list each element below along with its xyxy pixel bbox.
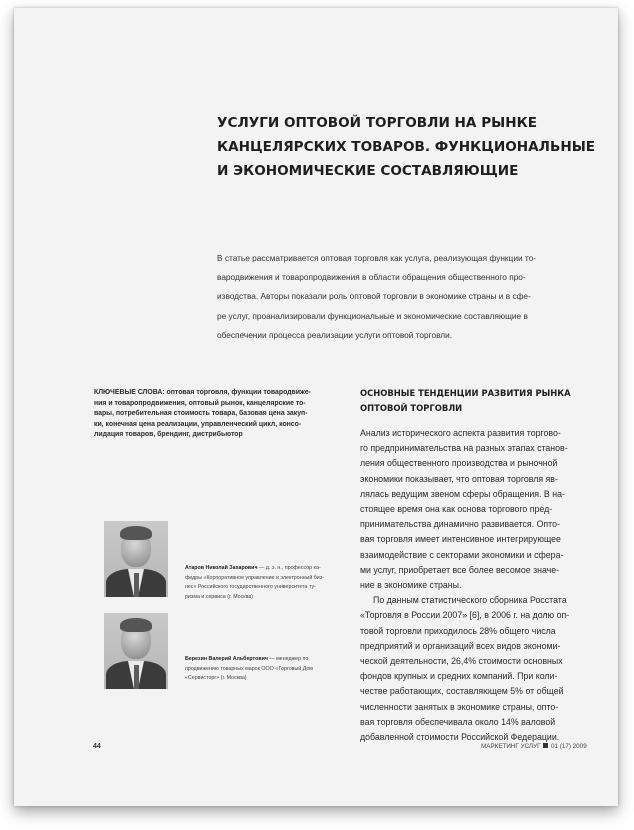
keywords-line: ки, конечная цена реализации, управленческий цикл, консо- [94, 420, 302, 428]
author-bio-line: нес» Российского государственного университета ту- [185, 584, 316, 591]
body-line: вая торговля обеспечивала около 14% валовой [360, 716, 556, 727]
body-line: взаимодействие с секторами экономики и сфера- [360, 549, 564, 560]
body-line: «Торговля в России 2007» [6], в 2006 г. на долю оп- [360, 610, 570, 621]
title-line: УСЛУГИ ОПТОВОЙ ТОРГОВЛИ НА РЫНКЕ [217, 115, 538, 131]
author-bio-line: — менеджер по [267, 656, 309, 662]
title-line: И ЭКОНОМИЧЕСКИЕ СОСТАВЛЯЮЩИЕ [217, 163, 519, 179]
abstract-line: обеспечении процесса реализации услуги оптовой торговли. [217, 329, 453, 340]
keywords-line: КЛЮЧЕВЫЕ СЛОВА: оптовая торговля, функции товародвиже- [94, 389, 311, 396]
journal-page [14, 8, 618, 806]
body-line: ческой деятельности, 26,4% стоимости основных [360, 656, 563, 667]
body-line: вая торговля имеет интенсивное интегрирующее [360, 534, 561, 545]
body-text [360, 426, 610, 745]
heading-line: ОСНОВНЫЕ ТЕНДЕНЦИИ РАЗВИТИЯ РЫНКА [360, 388, 571, 398]
abstract-line: вародвижения и товаропродвижения в области обращения общественного про- [217, 272, 526, 283]
author-name: Атаров Николай Захарович [185, 565, 258, 571]
body-line: добавленной стоимости Российской Федерации. [360, 732, 560, 743]
body-line: го предпринимательства на разных этапах станов- [360, 443, 568, 454]
body-line: фондов крупных и средних компаний. При коли- [360, 671, 558, 682]
square-bullet-icon [543, 743, 548, 748]
author-bio-line: ризма и сервиса (г. Москва) [185, 593, 254, 600]
author-bio-line: федры «Корпоративное управление и электронный биз- [185, 574, 324, 581]
author-bio-line: продвижению товарных марок ООО «Торговый Дом [185, 665, 313, 672]
body-line: честве работающих, составляющем 5% от общей [360, 686, 564, 697]
keywords-block [94, 388, 334, 441]
journal-name: МАРКЕТИНГ УСЛУГ [481, 743, 541, 750]
keywords-line: лидация товаров, брендинг, дистрибьютор [94, 431, 243, 439]
body-line: ние в экономике страны. [360, 580, 462, 591]
body-line: стоящее время она как основа торгового пред- [360, 504, 553, 515]
body-line: По данным статистического сборника Росстата [373, 595, 567, 606]
body-line: принимательства динамично развивается. Опто- [360, 519, 560, 530]
body-line: ми услуг, приобретает все более весомое значе- [360, 564, 560, 575]
body-line: предприятий и организаций всех видов экономи- [360, 640, 561, 651]
abstract-line: ре услуг, проанализировали функциональные и экономические составляющие в [217, 310, 528, 321]
article-abstract [217, 249, 609, 345]
journal-issue: 01 (17) 2009 [550, 743, 587, 750]
body-line: экономики показывает, что оптовая торговля яв- [360, 473, 558, 484]
abstract-line: В статье рассматривается оптовая торговля как услуга, реализующая функции то- [217, 253, 536, 263]
author-bio-line: — д. э. н., профессор ка- [257, 565, 321, 571]
page-number: 44 [93, 743, 101, 750]
journal-footer [481, 743, 587, 750]
body-line: Анализ исторического аспекта развития торгово- [360, 428, 561, 438]
body-line: лялась ведущим звеном сферы обращения. В на- [360, 488, 565, 499]
keywords-line: вары, потребительная стоимость товара, базовая цена закуп- [94, 410, 308, 418]
keywords-line: ния и товаропродвижения, оптовый рынок, канцелярские то- [94, 399, 306, 407]
author-bio [185, 655, 335, 684]
article-title [217, 111, 607, 183]
author-photo [104, 613, 168, 689]
author-bio [185, 564, 335, 602]
author-photo [104, 521, 168, 597]
body-line: численности занятых в экономике страны, опто- [360, 701, 559, 712]
body-line: ления общественного производства и рыночной [360, 458, 558, 469]
abstract-line: изводства. Авторы показали роль оптовой торговли в экономике страны и в сфе- [217, 291, 531, 302]
heading-line: ОПТОВОЙ ТОРГОВЛИ [360, 402, 463, 413]
title-line: КАНЦЕЛЯРСКИХ ТОВАРОВ. ФУНКЦИОНАЛЬНЫЕ [217, 139, 596, 155]
author-name: Березин Валерий Альбертович [185, 656, 268, 662]
author-bio-line: «Сервисторг» (г. Москва) [185, 675, 247, 682]
section-heading [360, 386, 600, 415]
body-line: товой торговли приходилось 28% общего числа [360, 625, 556, 636]
